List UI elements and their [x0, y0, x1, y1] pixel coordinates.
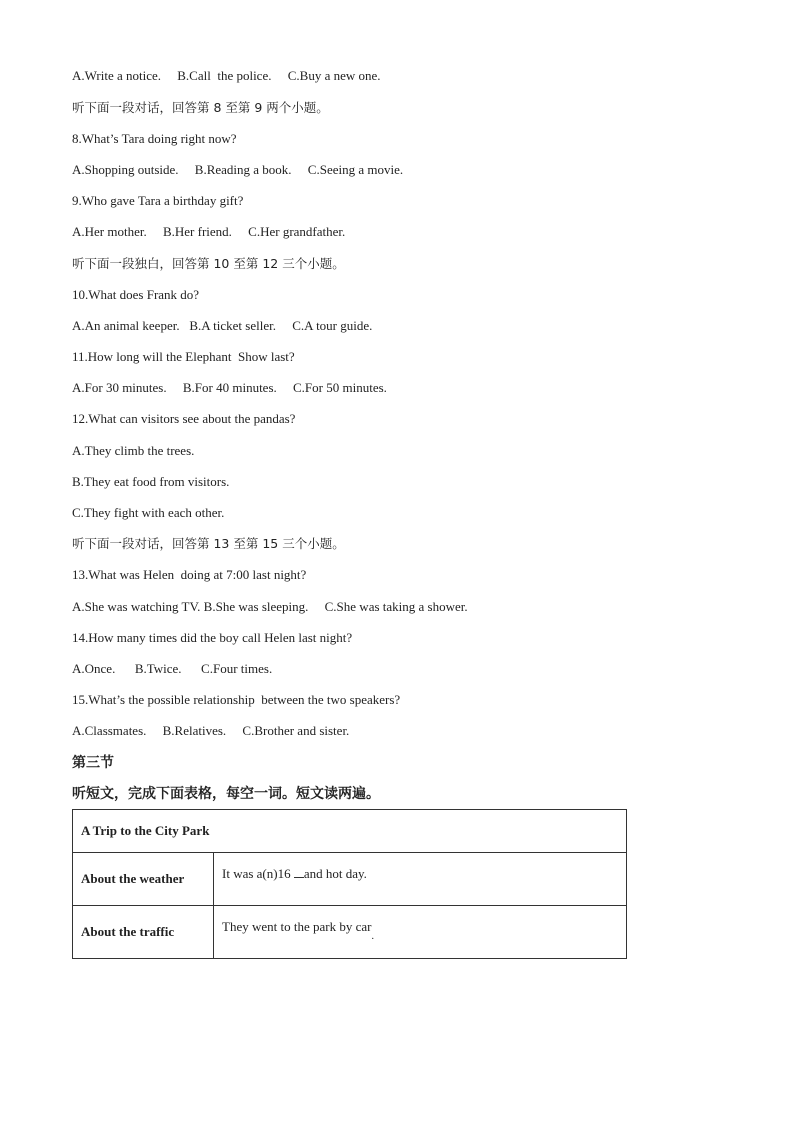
- question-line: 12.What can visitors see about the pandas?: [72, 411, 296, 426]
- blank-dot-marker: .: [371, 931, 374, 942]
- question-line: A.Once. B.Twice. C.Four times.: [72, 661, 273, 676]
- table-title: A Trip to the City Park: [73, 810, 627, 853]
- question-line: 11.How long will the Elephant Show last?: [72, 349, 295, 364]
- question-line: 10.What does Frank do?: [72, 287, 200, 302]
- question-line: 13.What was Helen doing at 7:00 last night?: [72, 567, 307, 582]
- table-row: [73, 906, 627, 959]
- row-value-traffic: [214, 906, 627, 959]
- question-line: A.Shopping outside. B.Reading a book. C.Seeing a movie.: [72, 162, 404, 177]
- row-value-weather: [214, 853, 627, 906]
- question-line: 15.What’s the possible relationship between the two speakers?: [72, 692, 401, 707]
- section-title: 第三节: [72, 755, 114, 771]
- question-line: 8.What’s Tara doing right now?: [72, 131, 237, 146]
- table-row: [73, 853, 627, 906]
- question-line: B.They eat food from visitors.: [72, 474, 230, 489]
- question-line: A.An animal keeper. B.A ticket seller. C.A tour guide.: [72, 318, 373, 333]
- question-line: A.They climb the trees.: [72, 443, 195, 458]
- row-label-traffic: About the traffic: [73, 906, 214, 959]
- answer-blank-16[interactable]: [294, 867, 304, 878]
- question-line: A.Her mother. B.Her friend. C.Her grandfather.: [72, 224, 346, 239]
- weather-value-suffix: and hot day.: [303, 866, 367, 881]
- question-line: 9.Who gave Tara a birthday gift?: [72, 193, 244, 208]
- question-line: 14.How many times did the boy call Helen last night?: [72, 630, 353, 645]
- question-line: A.She was watching TV. B.She was sleeping. C.She was taking a shower.: [72, 599, 468, 614]
- weather-value-prefix: It was a(n)16: [222, 866, 294, 881]
- section-instruction-line: 听下面一段独白，回答第 10 至第 12 三个小题。: [72, 256, 345, 271]
- answer-table: [72, 809, 627, 959]
- question-line: C.They fight with each other.: [72, 505, 225, 520]
- section-instruction-line: 听下面一段对话，回答第 8 至第 9 两个小题。: [72, 100, 329, 115]
- question-line: A.Write a notice. B.Call the police. C.Buy a new one.: [72, 68, 381, 83]
- question-line: A.Classmates. B.Relatives. C.Brother and sister.: [72, 723, 350, 738]
- section-instruction: 听短文，完成下面表格，每空一词。短文读两遍。: [72, 786, 380, 802]
- question-line: A.For 30 minutes. B.For 40 minutes. C.For 50 minutes.: [72, 380, 387, 395]
- row-label-weather: About the weather: [73, 853, 214, 906]
- traffic-value-prefix: They went to the park by car: [222, 919, 372, 934]
- section-instruction-line: 听下面一段对话，回答第 13 至第 15 三个小题。: [72, 536, 345, 551]
